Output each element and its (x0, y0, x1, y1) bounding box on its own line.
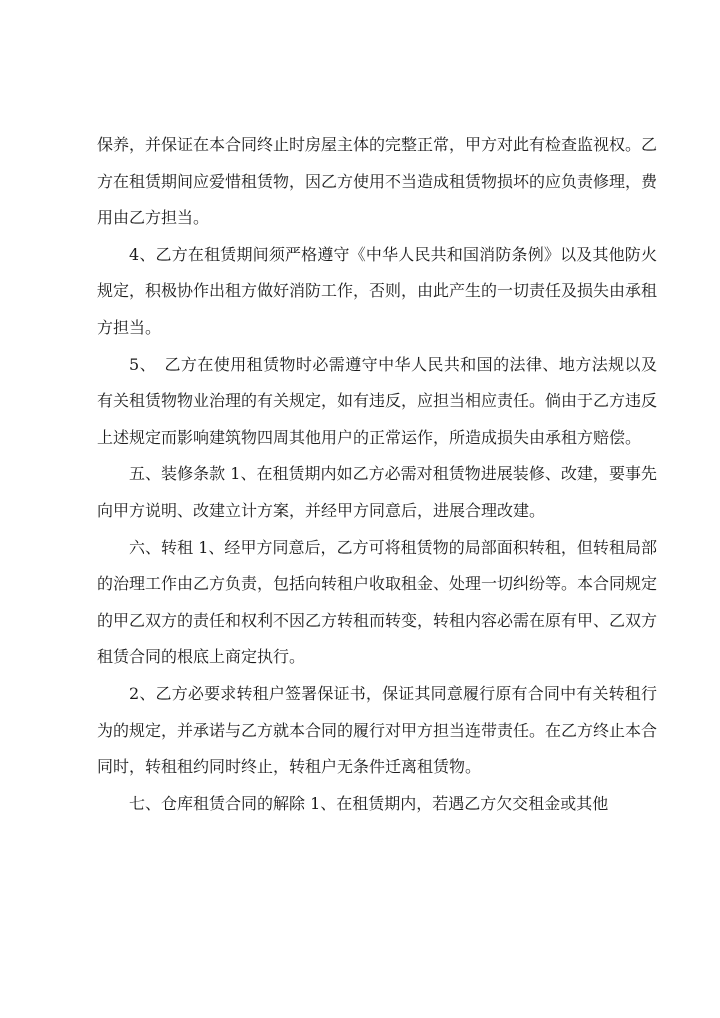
paragraph-1: 保养，并保证在本合同终止时房屋主体的完整正常，甲方对此有检查监视权。乙方在租赁期间应爱惜租赁物，因乙方使用不当造成租赁物损坏的应负责修理，费用由乙方担当。 (97, 135, 658, 228)
paragraph-5: 六、转租 1、经甲方同意后，乙方可将租赁物的局部面积转租，但转租局部的治理工作由乙方负责，包括向转租户收取租金、处理一切纠纷等。本合同规定的甲乙双方的责任和权利不因乙方转租而转变，转租内容必需在原有甲、乙双方租赁合同的根底上商定执行。 (97, 537, 658, 667)
paragraph-6: 2、乙方必要求转租户签署保证书，保证其同意履行原有合同中有关转租行为的规定，并承诺与乙方就本合同的履行对甲方担当连带责任。在乙方终止本合同时，转租租约同时终止，转租户无条件迁离租赁物。 (97, 683, 658, 777)
paragraph-7: 七、仓库租赁合同的解除 1、在租赁期内，若遇乙方欠交租金或其他 (129, 793, 609, 813)
paragraph-2: 4、乙方在租赁期间须严格遵守《中华人民共和国消防条例》以及其他防火规定，积极协作出租方做好消防工作，否则，由此产生的一切责任及损失由承租方担当。 (97, 244, 658, 337)
document-body (97, 127, 657, 822)
paragraph-3: 5、 乙方在使用租赁物时必需遵守中华人民共和国的法律、地方法规以及有关租赁物物业治理的有关规定，如有违反，应担当相应责任。倘由于乙方违反上述规定而影响建筑物四周其他用户的正常运作，所造成损失由承租方赔偿。 (97, 354, 658, 447)
paragraph-4: 五、装修条款 1、在租赁期内如乙方必需对租赁物进展装修、改建，要事先向甲方说明、改建立计方案，并经甲方同意后，进展合理改建。 (97, 464, 657, 520)
